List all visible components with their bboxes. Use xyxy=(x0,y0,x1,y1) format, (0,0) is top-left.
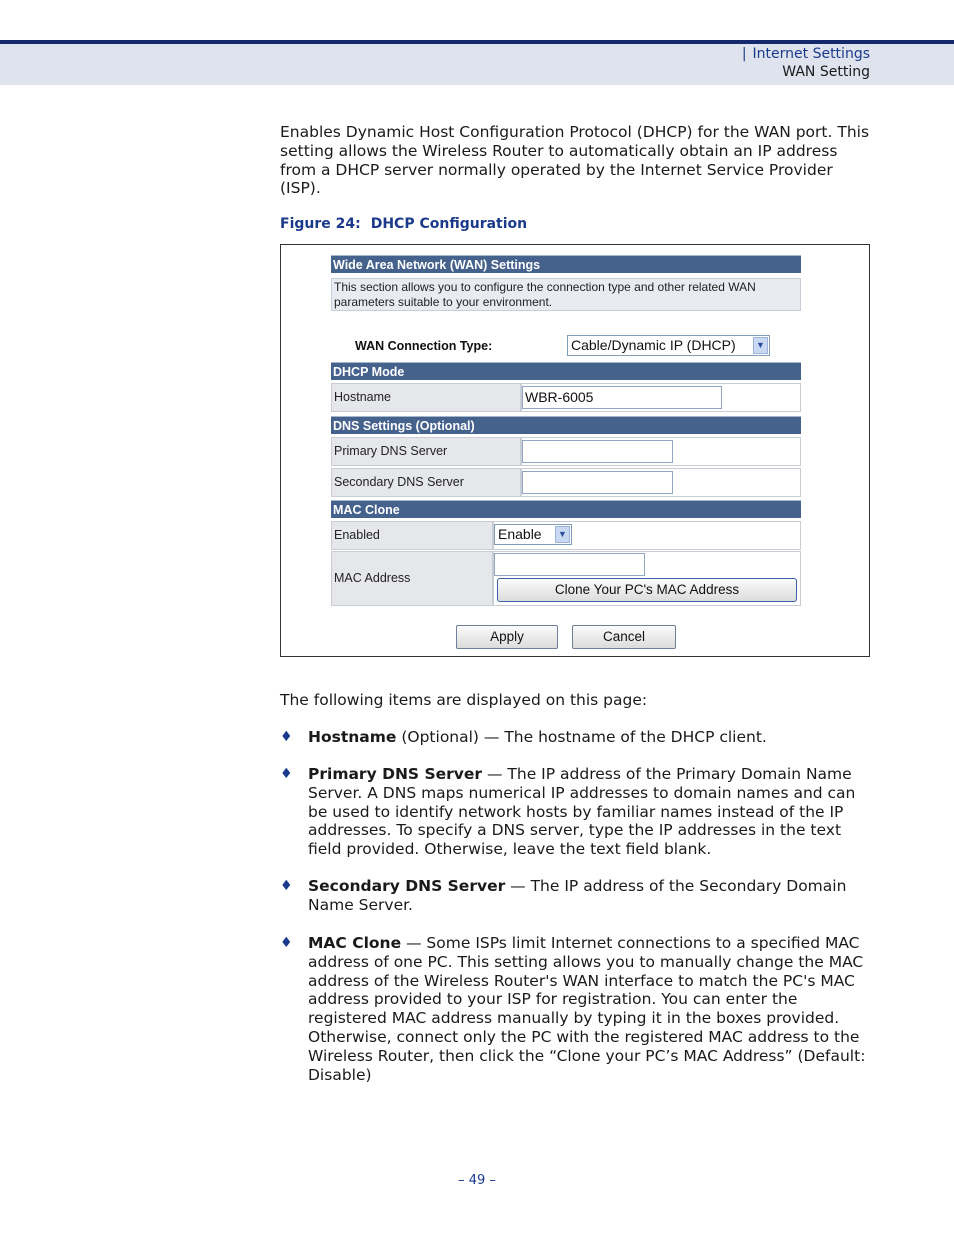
figure-title: DHCP Configuration xyxy=(370,216,528,232)
dhcp-mode-header: DHCP Mode xyxy=(331,362,801,380)
clone-mac-address-button[interactable]: Clone Your PC's MAC Address xyxy=(497,578,797,602)
chevron-down-icon[interactable]: ▼ xyxy=(555,526,570,543)
wan-connection-type-label: WAN Connection Type: xyxy=(355,339,493,353)
mac-clone-enabled-select[interactable]: Enable ▼ xyxy=(494,524,572,545)
figure-caption xyxy=(280,216,527,232)
figure-screenshot xyxy=(280,244,870,657)
hostname-label: Hostname xyxy=(331,383,521,412)
mac-address-input[interactable] xyxy=(494,553,645,576)
mac-clone-header: MAC Clone xyxy=(331,500,801,518)
bullet-mac-clone: ♦ MAC Clone — Some ISPs limit Internet connections to a specified MAC address of one PC. This setting allows you to manually change the MAC address of the Wireless Router's WAN interface to match the PC's MAC address provided to your ISP for registration. You can enter the registered MAC address manually by typing it in the boxes provided. Otherwise, connect only the PC with the registered MAC address to the Wireless Router, then click the “Clone your PC’s MAC Address” (Default: Disable) xyxy=(280,934,866,1084)
running-header-chapter: | Internet Settings xyxy=(741,46,870,62)
wan-settings-description: This section allows you to configure the connection type and other related WAN parameters suitable to your environment. xyxy=(331,278,801,311)
secondary-dns-input[interactable] xyxy=(522,471,673,494)
dns-settings-header: DNS Settings (Optional) xyxy=(331,416,801,434)
intro-paragraph: Enables Dynamic Host Configuration Protocol (DHCP) for the WAN port. This setting allows the Wireless Router to automatically obtain an IP address from a DHCP server normally operated by the Internet Service Provider (ISP). xyxy=(280,123,870,198)
following-items-text: The following items are displayed on this page: xyxy=(280,691,648,709)
figure-number: Figure 24: xyxy=(280,216,361,232)
primary-dns-input[interactable] xyxy=(522,440,673,463)
cancel-button[interactable]: Cancel xyxy=(572,625,676,649)
chevron-down-icon[interactable]: ▼ xyxy=(753,337,768,354)
running-header-section: WAN Setting xyxy=(782,64,870,80)
page-number: – 49 – xyxy=(458,1173,496,1188)
diamond-bullet-icon: ♦ xyxy=(280,935,293,951)
apply-button[interactable]: Apply xyxy=(456,625,558,649)
bullet-primary-dns: ♦ Primary DNS Server — The IP address of the Primary Domain Name Server. A DNS maps numerical IP addresses to domain names and can be used to identify network hosts by familiar names instead of the IP addresses. To specify a DNS server, type the IP addresses in the text field provided. Otherwise, leave the text field blank. xyxy=(280,765,856,859)
primary-dns-label: Primary DNS Server xyxy=(331,437,521,466)
enabled-label: Enabled xyxy=(331,521,493,550)
hostname-input[interactable]: WBR-6005 xyxy=(522,386,722,409)
bullet-secondary-dns: ♦ Secondary DNS Server — The IP address of the Secondary Domain Name Server. xyxy=(280,877,847,914)
wan-connection-type-select[interactable]: Cable/Dynamic IP (DHCP) ▼ xyxy=(567,335,770,356)
diamond-bullet-icon: ♦ xyxy=(280,766,293,782)
diamond-bullet-icon: ♦ xyxy=(280,729,293,745)
bullet-hostname: ♦ Hostname (Optional) — The hostname of the DHCP client. xyxy=(280,728,767,746)
mac-address-label: MAC Address xyxy=(331,551,493,606)
secondary-dns-label: Secondary DNS Server xyxy=(331,468,521,497)
wan-settings-title: Wide Area Network (WAN) Settings xyxy=(331,255,801,273)
diamond-bullet-icon: ♦ xyxy=(280,878,293,894)
